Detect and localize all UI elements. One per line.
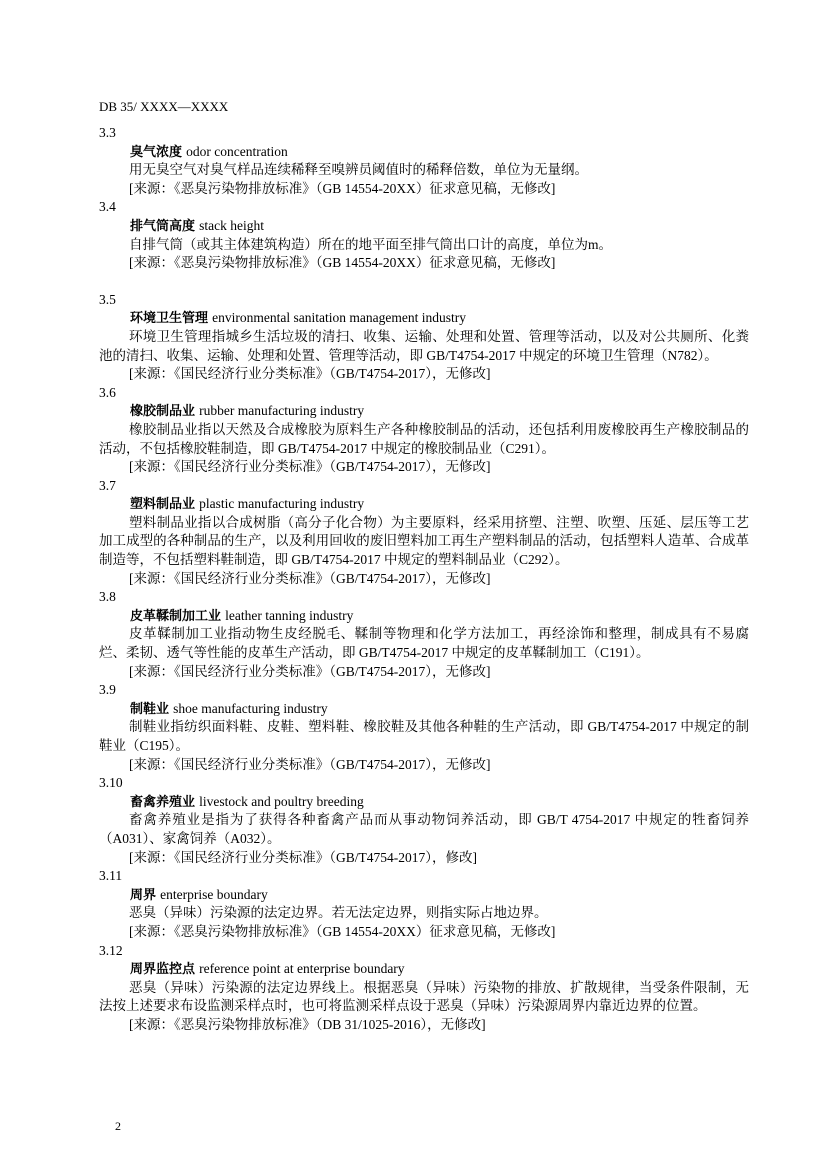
term-english: livestock and poultry breeding (199, 793, 364, 809)
term-source: [来源：《国民经济行业分类标准》（GB/T4754-2017），无修改] (129, 570, 491, 586)
term-definition: 用无臭空气对臭气样品连续稀释至嗅辨员阈值时的稀释倍数，单位为无量纲。 (129, 162, 588, 178)
term-chinese: 皮革鞣制加工业 (130, 608, 222, 624)
term-chinese: 制鞋业 (130, 701, 170, 717)
clause-number: 3.3 (99, 125, 116, 140)
term-english: odor concentration (186, 143, 288, 159)
term-source: [来源：《国民经济行业分类标准》（GB/T4754-2017），修改] (129, 849, 477, 865)
term-definition: 塑料制品业指以合成树脂（高分子化合物）为主要原料，经采用挤塑、注塑、吹塑、压延、层压等工艺加工成型的各种制品的生产，以及利用回收的废旧塑料加工再生产塑料制品的活动，包括塑料人造革、合成革制造等，不包括塑料鞋制造，即 GB/T4754-2017 中规定的塑料制品业（C292）。 (99, 514, 749, 568)
term-source: [来源：《恶臭污染物排放标准》（DB 31/1025-2016），无修改] (129, 1016, 486, 1032)
term-chinese: 排气筒高度 (130, 218, 196, 234)
clause-number: 3.8 (99, 589, 116, 605)
term-entry-3-3 (99, 124, 749, 198)
clause-number: 3.7 (99, 477, 116, 493)
term-entry-3-5 (99, 291, 749, 384)
term-entry-3-11 (99, 867, 749, 941)
term-definition: 皮革鞣制加工业指动物生皮经脱毛、鞣制等物理和化学方法加工，再经涂饰和整理，制成具有不易腐烂、柔韧、透气等性能的皮革生产活动，即 GB/T4754-2017 中规定的皮革鞣制加工（C191）。 (99, 626, 749, 661)
term-chinese: 周界 (130, 887, 157, 903)
term-definition: 环境卫生管理指城乡生活垃圾的清扫、收集、运输、处理和处置、管理等活动，以及对公共厕所、化粪池的清扫、收集、运输、处理和处置、管理等活动，即 GB/T4754-2017 中规定的环境卫生管理（N782）。 (99, 328, 749, 363)
term-title (99, 607, 749, 626)
blank-line (99, 273, 749, 291)
term-chinese: 臭气浓度 (130, 144, 183, 160)
term-source: [来源：《恶臭污染物排放标准》（GB 14554-20XX）征求意见稿，无修改] (129, 255, 556, 271)
term-chinese: 周界监控点 (130, 962, 196, 978)
term-title (99, 402, 749, 421)
term-entry-3-4 (99, 198, 749, 272)
term-english: rubber manufacturing industry (199, 403, 365, 419)
term-title (99, 143, 749, 162)
page-number: 2 (115, 1119, 121, 1133)
term-source: [来源：《国民经济行业分类标准》（GB/T4754-2017），无修改] (129, 663, 491, 679)
document-code-header: DB 35/ XXXX—XXXX (99, 99, 229, 114)
term-chinese: 环境卫生管理 (130, 311, 209, 327)
clause-number: 3.10 (99, 775, 123, 791)
clause-number: 3.12 (99, 942, 123, 958)
term-definition: 自排气筒（或其主体建筑构造）所在的地平面至排气筒出口计的高度，单位为m。 (129, 236, 612, 252)
term-entry-3-7 (99, 477, 749, 589)
terms-section (99, 124, 749, 1035)
clause-number: 3.11 (99, 868, 123, 884)
term-english: leather tanning industry (225, 607, 354, 623)
term-english: reference point at enterprise boundary (199, 961, 405, 977)
term-source: [来源：《国民经济行业分类标准》（GB/T4754-2017），无修改] (129, 366, 491, 382)
term-entry-3-9 (99, 681, 749, 774)
clause-number: 3.9 (99, 682, 116, 698)
term-title (99, 960, 749, 979)
clause-number: 3.6 (99, 384, 116, 400)
clause-number: 3.5 (99, 291, 116, 307)
term-title (99, 309, 749, 328)
term-source: [来源：《恶臭污染物排放标准》（GB 14554-20XX）征求意见稿，无修改] (129, 180, 556, 196)
term-entry-3-10 (99, 774, 749, 867)
term-definition: 橡胶制品业指以天然及合成橡胶为原料生产各种橡胶制品的活动，还包括利用废橡胶再生产橡胶制品的活动，不包括橡胶鞋制造，即 GB/T4754-2017 中规定的橡胶制品业（C291）。 (99, 421, 749, 456)
term-english: plastic manufacturing industry (199, 496, 365, 512)
term-title (99, 793, 749, 812)
term-title (99, 700, 749, 719)
term-chinese: 塑料制品业 (130, 497, 196, 513)
term-definition: 制鞋业指纺织面料鞋、皮鞋、塑料鞋、橡胶鞋及其他各种鞋的生产活动，即 GB/T4754-2017 中规定的制鞋业（C195）。 (99, 719, 749, 753)
term-entry-3-8 (99, 588, 749, 681)
term-chinese: 橡胶制品业 (130, 404, 196, 420)
term-definition: 恶臭（异味）污染源的法定边界。若无法定边界，则指实际占地边界。 (129, 905, 548, 921)
term-english: enterprise boundary (160, 886, 268, 902)
term-entry-3-6 (99, 384, 749, 477)
term-definition: 畜禽养殖业是指为了获得各种畜禽产品而从事动物饲养活动，即 GB/T 4754-2017 中规定的牲畜饲养（A031）、家禽饲养（A032）。 (99, 812, 749, 846)
term-source: [来源：《国民经济行业分类标准》（GB/T4754-2017），无修改] (129, 756, 491, 772)
term-english: environmental sanitation management industry (212, 310, 466, 326)
term-title (99, 495, 749, 514)
term-source: [来源：《国民经济行业分类标准》（GB/T4754-2017），无修改] (129, 459, 491, 475)
term-english: stack height (199, 217, 265, 233)
term-chinese: 畜禽养殖业 (130, 794, 196, 810)
term-definition: 恶臭（异味）污染源的法定边界线上。根据恶臭（异味）污染物的排放、扩散规律，当受条件限制，无法按上述要求布设监测采样点时，也可将监测采样点设于恶臭（异味）污染源周界内靠近边界的位置。 (99, 979, 749, 1014)
term-entry-3-12 (99, 942, 749, 1035)
term-title (99, 886, 749, 905)
term-source: [来源：《恶臭污染物排放标准》（GB 14554-20XX）征求意见稿，无修改] (129, 923, 556, 939)
term-english: shoe manufacturing industry (173, 700, 328, 716)
clause-number: 3.4 (99, 199, 116, 215)
term-title (99, 217, 749, 236)
